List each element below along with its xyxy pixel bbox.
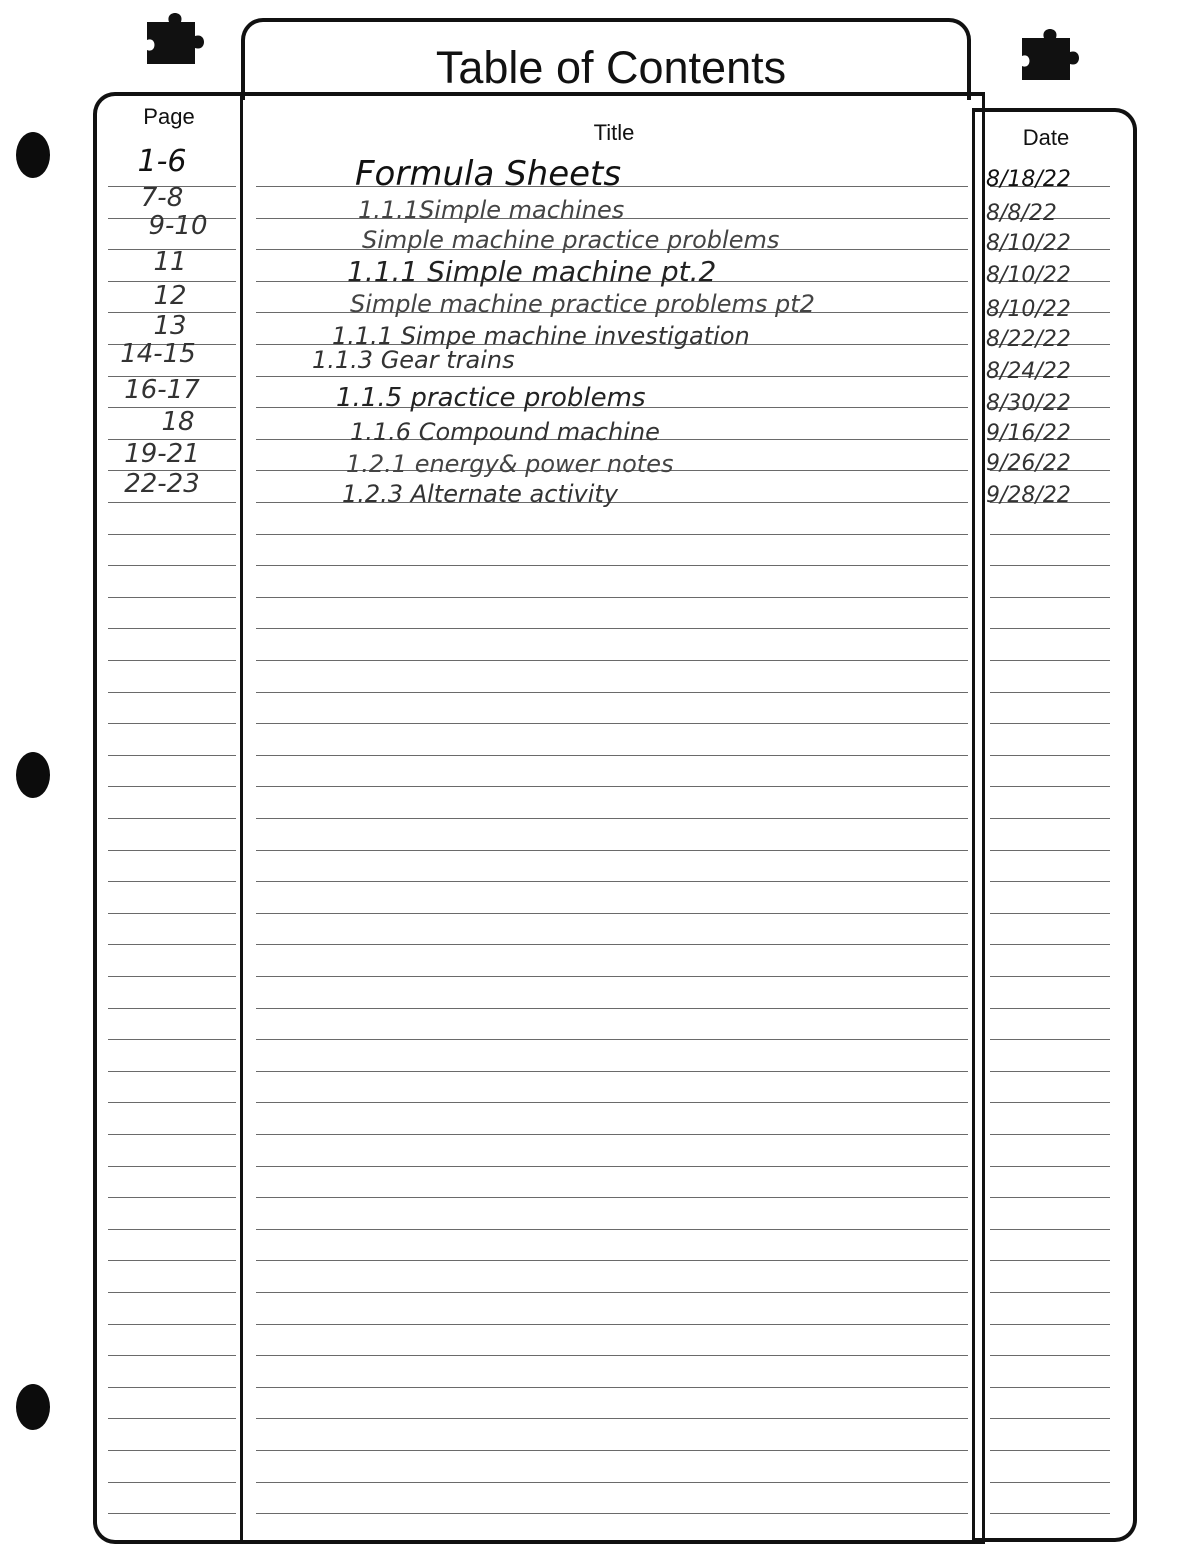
ruled-line [990, 1134, 1110, 1135]
entry-page-number: 7-8 [140, 183, 184, 213]
ruled-line [990, 850, 1110, 851]
entry-page-number: 19-21 [124, 439, 200, 469]
entry-date: 8/10/22 [986, 297, 1071, 322]
ruled-line [108, 850, 236, 851]
ruled-line [256, 1387, 968, 1388]
ruled-line [990, 1102, 1110, 1103]
ruled-line [990, 818, 1110, 819]
ruled-line [108, 913, 236, 914]
ruled-line [108, 1166, 236, 1167]
ruled-line [108, 628, 236, 629]
ruled-line [990, 1229, 1110, 1230]
ruled-line [256, 1450, 968, 1451]
ruled-line [990, 1387, 1110, 1388]
binder-hole-bottom [16, 1384, 50, 1430]
ruled-line [256, 1039, 968, 1040]
ruled-line [990, 597, 1110, 598]
entry-page-number: 12 [153, 281, 187, 311]
entry-title: 1.2.3 Alternate activity [342, 480, 619, 508]
ruled-line [990, 534, 1110, 535]
ruled-line [256, 786, 968, 787]
ruled-line [108, 1008, 236, 1009]
ruled-line [108, 1355, 236, 1356]
ruled-line [108, 692, 236, 693]
ruled-line [256, 913, 968, 914]
ruled-line [108, 534, 236, 535]
ruled-line [256, 818, 968, 819]
entry-date: 8/18/22 [986, 167, 1071, 192]
page-column-header: Page [143, 104, 195, 129]
ruled-line [990, 786, 1110, 787]
ruled-line [256, 1324, 968, 1325]
entry-title: Simple machine practice problems [362, 226, 780, 254]
ruled-line [990, 723, 1110, 724]
entry-page-number: 18 [161, 407, 195, 437]
ruled-line [990, 1166, 1110, 1167]
entry-page-number: 9-10 [148, 211, 208, 241]
ruled-line [990, 1071, 1110, 1072]
entry-title: 1.1.1Simple machines [358, 196, 625, 224]
ruled-line [108, 723, 236, 724]
ruled-line [990, 976, 1110, 977]
entry-title: Formula Sheets [355, 154, 622, 194]
ruled-line [108, 1039, 236, 1040]
ruled-line [256, 1418, 968, 1419]
ruled-line [990, 1482, 1110, 1483]
ruled-line [256, 881, 968, 882]
ruled-line [108, 818, 236, 819]
ruled-line [256, 1260, 968, 1261]
ruled-line [108, 1071, 236, 1072]
ruled-line [108, 786, 236, 787]
entry-page-number: 16-17 [124, 375, 200, 405]
ruled-line [108, 1418, 236, 1419]
ruled-line [256, 850, 968, 851]
entry-page-number: 14-15 [120, 339, 196, 369]
ruled-line [990, 913, 1110, 914]
ruled-line [108, 1229, 236, 1230]
ruled-line [108, 1450, 236, 1451]
title-column-header: Title [593, 120, 635, 145]
ruled-line [108, 660, 236, 661]
puzzle-piece-icon [1018, 24, 1088, 94]
entry-date: 9/26/22 [986, 451, 1071, 476]
ruled-line [256, 976, 968, 977]
ruled-line [256, 944, 968, 945]
entry-page-number: 1-6 [137, 144, 187, 179]
ruled-line [990, 565, 1110, 566]
entry-date: 8/24/22 [986, 359, 1071, 384]
ruled-line [256, 1071, 968, 1072]
ruled-line [108, 1134, 236, 1135]
entry-date: 9/16/22 [986, 421, 1071, 446]
entry-date: 9/28/22 [986, 483, 1071, 508]
ruled-line [990, 1513, 1110, 1514]
ruled-line [108, 1260, 236, 1261]
ruled-line [256, 376, 968, 377]
ruled-line [990, 755, 1110, 756]
ruled-line [256, 660, 968, 661]
entry-title: 1.2.1 energy& power notes [346, 450, 674, 478]
entry-title: 1.1.1 Simpe machine investigation [332, 322, 750, 350]
ruled-line [256, 723, 968, 724]
ruled-line [990, 1324, 1110, 1325]
ruled-line [990, 1418, 1110, 1419]
ruled-line [256, 1166, 968, 1167]
binder-hole-top [16, 132, 50, 178]
ruled-line [990, 1292, 1110, 1293]
ruled-line [108, 1513, 236, 1514]
ruled-line [108, 1324, 236, 1325]
entry-page-number: 22-23 [124, 469, 200, 499]
ruled-line [990, 1260, 1110, 1261]
ruled-line [990, 944, 1110, 945]
ruled-line [108, 1292, 236, 1293]
ruled-line [256, 534, 968, 535]
page-title: Table of Contents [435, 42, 787, 93]
ruled-line [256, 1008, 968, 1009]
ruled-line [108, 881, 236, 882]
entry-date: 8/8/22 [986, 201, 1057, 226]
ruled-line [990, 1039, 1110, 1040]
entry-title: Simple machine practice problems pt2 [350, 290, 815, 318]
ruled-line [256, 1292, 968, 1293]
ruled-line [256, 565, 968, 566]
ruled-line [256, 1229, 968, 1230]
ruled-line [256, 628, 968, 629]
entry-date: 8/10/22 [986, 263, 1071, 288]
ruled-line [990, 660, 1110, 661]
ruled-line [990, 1197, 1110, 1198]
ruled-line [256, 755, 968, 756]
entry-title: 1.1.3 Gear trains [312, 346, 515, 374]
ruled-line [256, 597, 968, 598]
binder-hole-middle [16, 752, 50, 798]
ruled-line [256, 692, 968, 693]
entry-page-number: 11 [153, 247, 187, 277]
entry-title: 1.1.5 practice problems [336, 383, 646, 413]
ruled-line [256, 1482, 968, 1483]
ruled-line [108, 1387, 236, 1388]
ruled-line [256, 1513, 968, 1514]
ruled-line [990, 628, 1110, 629]
ruled-line [108, 755, 236, 756]
ruled-line [108, 1197, 236, 1198]
ruled-line [990, 1008, 1110, 1009]
ruled-line [108, 944, 236, 945]
ruled-line [256, 1355, 968, 1356]
ruled-line [108, 1102, 236, 1103]
ruled-line [108, 597, 236, 598]
entry-page-number: 13 [153, 311, 187, 341]
entry-date: 8/10/22 [986, 231, 1071, 256]
ruled-line [108, 1482, 236, 1483]
entry-title: 1.1.1 Simple machine pt.2 [347, 255, 717, 288]
ruled-line [256, 1134, 968, 1135]
puzzle-piece-icon [143, 8, 213, 78]
ruled-line [108, 565, 236, 566]
entry-title: 1.1.6 Compound machine [350, 418, 660, 446]
ruled-line [108, 976, 236, 977]
entry-date: 8/30/22 [986, 391, 1071, 416]
ruled-line [108, 502, 236, 503]
ruled-line [990, 881, 1110, 882]
entry-date: 8/22/22 [986, 327, 1071, 352]
ruled-line [990, 1450, 1110, 1451]
date-column-header: Date [1022, 125, 1070, 150]
ruled-line [990, 692, 1110, 693]
ruled-line [256, 1197, 968, 1198]
ruled-line [990, 1355, 1110, 1356]
ruled-line [256, 1102, 968, 1103]
